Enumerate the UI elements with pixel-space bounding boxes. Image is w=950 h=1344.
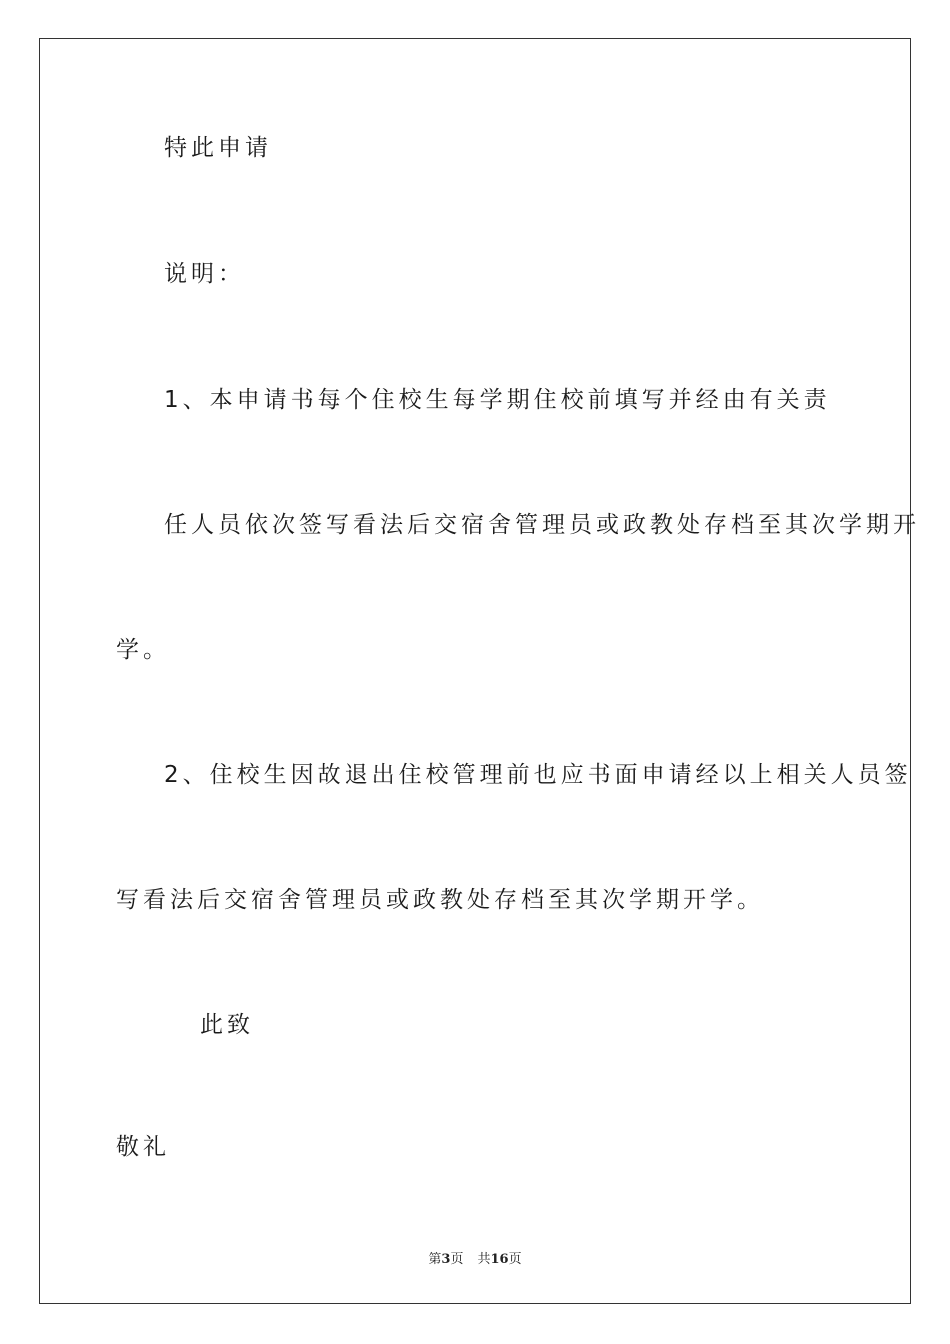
page-border (39, 38, 911, 1304)
notes-heading: 说明： (164, 261, 245, 287)
note-2-line-2: 写看法后交宿舍管理员或政教处存档至其次学期开学。 (116, 887, 764, 913)
closing-request-line: 特此申请 (164, 135, 272, 161)
page-prefix: 第 (428, 1252, 442, 1267)
page-footer (0, 1248, 950, 1267)
total-suffix: 页 (508, 1252, 522, 1267)
total-prefix: 共 (477, 1252, 491, 1267)
salutation-ci-zhi: 此致 (200, 1012, 254, 1038)
note-1-line-1: 1、本申请书每个住校生每学期住校前填写并经由有关责 (164, 387, 831, 413)
page-number: 3 (441, 1252, 451, 1267)
note-1-line-3: 学。 (116, 637, 170, 663)
total-pages: 16 (490, 1252, 509, 1267)
page-suffix: 页 (450, 1252, 464, 1267)
salutation-jing-li: 敬礼 (116, 1134, 170, 1160)
note-1-line-2: 任人员依次签写看法后交宿舍管理员或政教处存档至其次学期开 (164, 512, 920, 538)
note-2-line-1: 2、住校生因故退出住校管理前也应书面申请经以上相关人员签 (164, 762, 912, 788)
